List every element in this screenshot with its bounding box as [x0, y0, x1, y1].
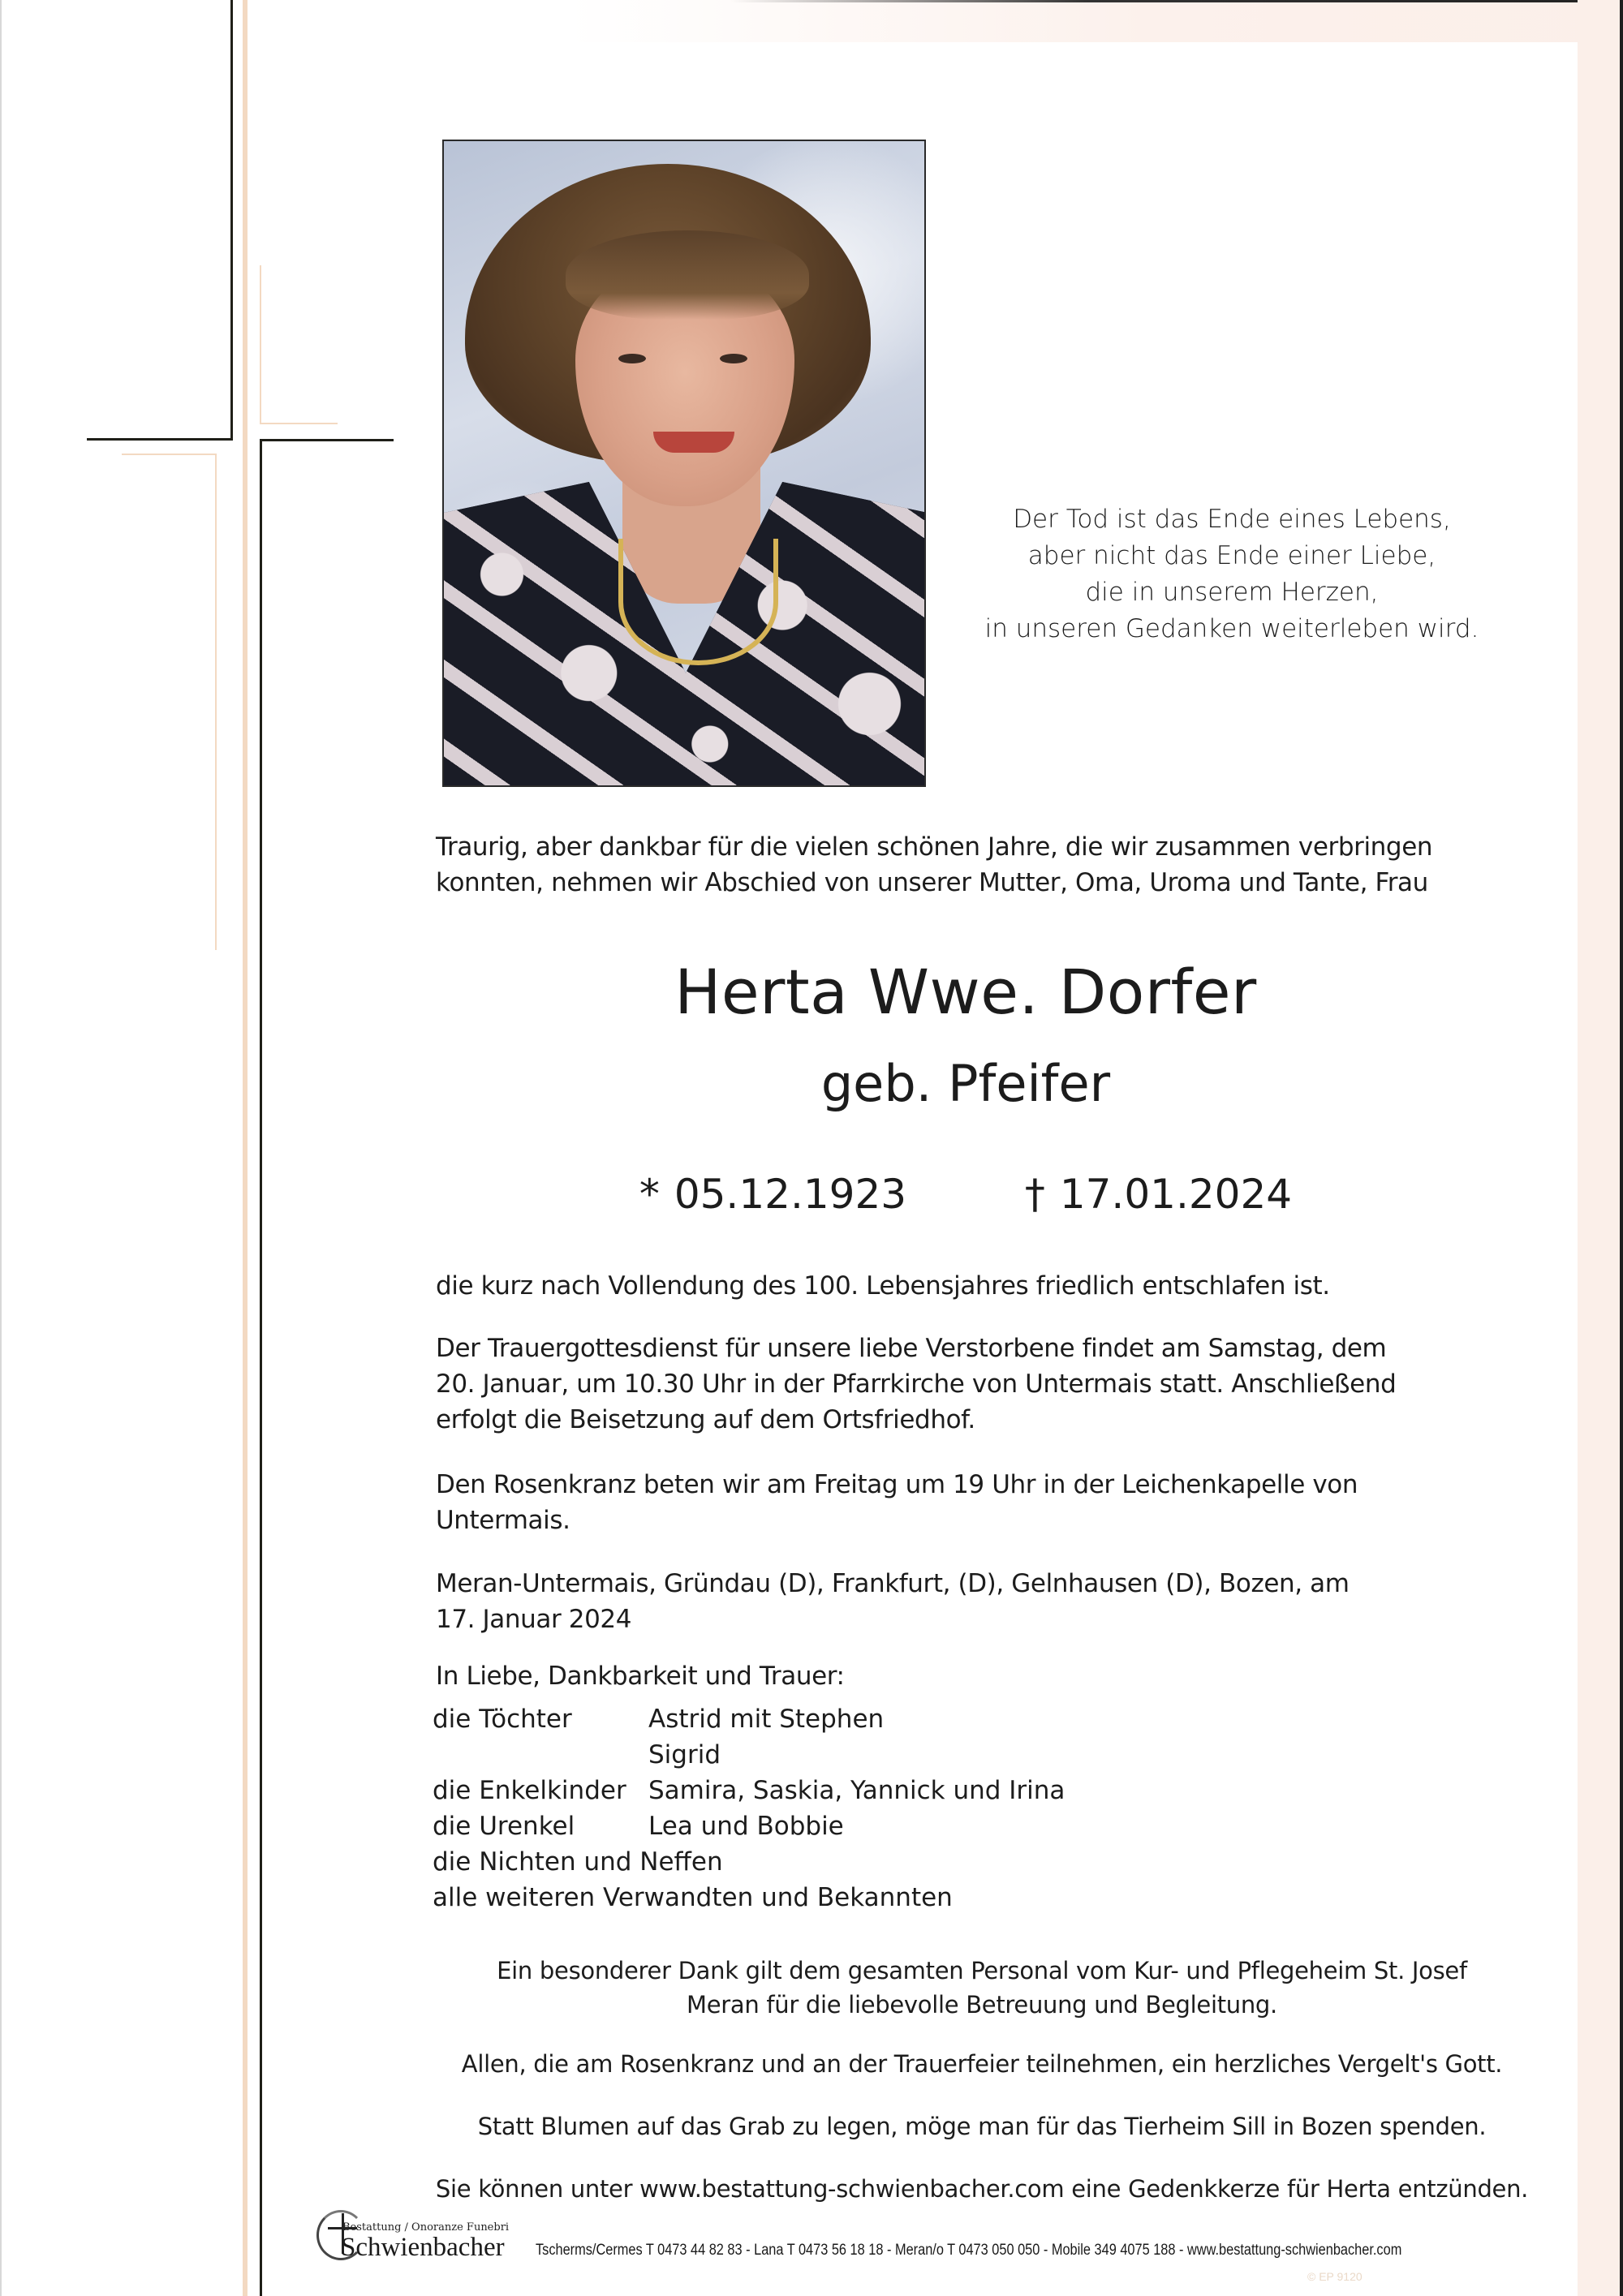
- paper-edge-top: [568, 0, 1623, 42]
- photo-fringe: [566, 230, 809, 320]
- thanks-note: [422, 1954, 1542, 2022]
- cross-line-dark-right-arm: [260, 439, 394, 441]
- mourner-names: Lea und Bobbie: [648, 1812, 844, 1841]
- thanks-line: Ein besonderer Dank gilt dem gesamten Personal vom Kur- und Pflegeheim St. Josef: [497, 1957, 1467, 1984]
- paragraph-line: 20. Januar, um 10.30 Uhr in der Pfarrkirche von Untermais statt. Anschließend: [436, 1369, 1397, 1399]
- quote-line: aber nicht das Ende einer Liebe,: [1027, 541, 1436, 570]
- mourner-names: Astrid mit Stephen: [648, 1705, 885, 1734]
- paper-edge-right-shadow: [1620, 0, 1623, 2296]
- thanks-line: Meran für die liebevolle Betreuung und Begleitung.: [687, 1991, 1277, 2019]
- cross-line-dark-upper-vertical: [230, 0, 233, 441]
- mourner-names: Samira, Saskia, Yannick und Irina: [648, 1776, 1065, 1805]
- paragraph-line: 17. Januar 2024: [436, 1605, 632, 1634]
- photo-eye-left: [618, 354, 646, 363]
- funeral-home-name: Schwienbacher: [341, 2233, 505, 2262]
- mourner-row: [433, 1880, 1065, 1915]
- cross-line-dark-lower-vertical: [260, 439, 262, 2296]
- death-dagger-icon: †: [1024, 1171, 1045, 1218]
- portrait-photo: [442, 140, 926, 787]
- paragraph-line: Den Rosenkranz beten wir am Freitag um 19 Uhr in der Leichenkapelle von: [436, 1470, 1358, 1499]
- mourner-row: [433, 1808, 1065, 1844]
- paragraph-line: Meran-Untermais, Gründau (D), Frankfurt, (D), Gelnhausen (D), Bozen, am: [436, 1569, 1350, 1598]
- photo-necklace: [618, 539, 778, 665]
- mourners-list: [433, 1701, 1065, 1915]
- mourners-heading: In Liebe, Dankbarkeit und Trauer:: [436, 1662, 845, 1691]
- funeral-home-contacts: Tscherms/Cermes T 0473 44 82 83 - Lana T 0473 56 18 18 - Meran/o T 0473 050 050 - Mobile 349 4075 188 - www.bestattung-schwienbacher.com: [536, 2242, 1402, 2259]
- copyright-notice: © EP 9120: [1307, 2270, 1363, 2283]
- funeral-home-subtitle: Bestattung / Onoranze Funebri: [342, 2221, 510, 2234]
- cross-line-beige-lower-left-vertical: [215, 454, 217, 950]
- cross-line-beige-right-arm: [260, 423, 338, 424]
- photo-eye-right: [720, 354, 747, 363]
- quote-line: die in unserem Herzen,: [1085, 578, 1379, 607]
- quote-line: in unseren Gedanken weiterleben wird.: [984, 614, 1479, 643]
- birth-date: 05.12.1923: [674, 1171, 907, 1218]
- mourner-relation: die Töchter: [433, 1705, 572, 1734]
- memorial-quote: [933, 501, 1530, 647]
- paragraph-funeral-service: [436, 1331, 1396, 1438]
- intro-text: [436, 829, 1432, 901]
- mourner-row: [433, 1773, 1065, 1808]
- death-date: 17.01.2024: [1059, 1171, 1293, 1218]
- birth-star-icon: *: [639, 1171, 660, 1218]
- paper-edge-top-shadow: [730, 0, 1623, 2]
- paragraph-line: Untermais.: [436, 1506, 570, 1535]
- mourner-row: [433, 1737, 1065, 1773]
- mourner-names: Sigrid: [648, 1740, 721, 1769]
- mourner-relation: die Urenkel: [433, 1812, 575, 1841]
- mourner-row: [433, 1844, 1065, 1880]
- photo-mouth: [653, 432, 734, 453]
- paragraph-place-date: [436, 1566, 1350, 1637]
- mourner-relation: die Enkelkinder: [433, 1776, 626, 1805]
- intro-line: konnten, nehmen wir Abschied von unserer Mutter, Oma, Uroma und Tante, Frau: [436, 868, 1428, 897]
- paragraph-passing: [436, 1268, 1330, 1304]
- paragraph-line: Der Trauergottesdienst für unsere liebe Verstorbene findet am Samstag, dem: [436, 1334, 1387, 1363]
- paragraph-line: die kurz nach Vollendung des 100. Lebensjahres friedlich entschlafen ist.: [436, 1271, 1330, 1301]
- paper-edge-right: [1578, 0, 1620, 2296]
- deceased-name: Herta Wwe. Dorfer: [674, 956, 1257, 1028]
- quote-line: Der Tod ist das Ende eines Lebens,: [1013, 505, 1451, 534]
- life-dates: [438, 1168, 1493, 1220]
- cross-line-beige-upper-right-vertical: [260, 265, 261, 424]
- cross-line-dark-left-arm: [87, 438, 233, 441]
- deceased-maiden-name: geb. Pfeifer: [820, 1054, 1111, 1113]
- mourner-row: [433, 1701, 1065, 1737]
- intro-line: Traurig, aber dankbar für die vielen schönen Jahre, die wir zusammen verbringen: [436, 832, 1433, 862]
- paragraph-line: erfolgt die Beisetzung auf dem Ortsfriedhof.: [436, 1405, 975, 1434]
- cross-line-beige-center: [243, 0, 248, 2296]
- gratitude-note: Allen, die am Rosenkranz und an der Trauerfeier teilnehmen, ein herzliches Vergelt's Gott.: [461, 2050, 1503, 2078]
- mourner-relation: [433, 1737, 648, 1773]
- paragraph-rosary: [436, 1467, 1358, 1538]
- cross-line-beige-left-arm: [122, 454, 217, 455]
- candle-note: Sie können unter www.bestattung-schwienbacher.com eine Gedenkkerze für Herta entzünden.: [435, 2175, 1529, 2203]
- donation-note: Statt Blumen auf das Grab zu legen, möge man für das Tierheim Sill in Bozen spenden.: [477, 2113, 1487, 2140]
- mourner-relation: alle weiteren Verwandten und Bekannten: [433, 1883, 953, 1912]
- paper-edge-left: [0, 0, 2, 2296]
- mourner-relation: die Nichten und Neffen: [433, 1847, 723, 1877]
